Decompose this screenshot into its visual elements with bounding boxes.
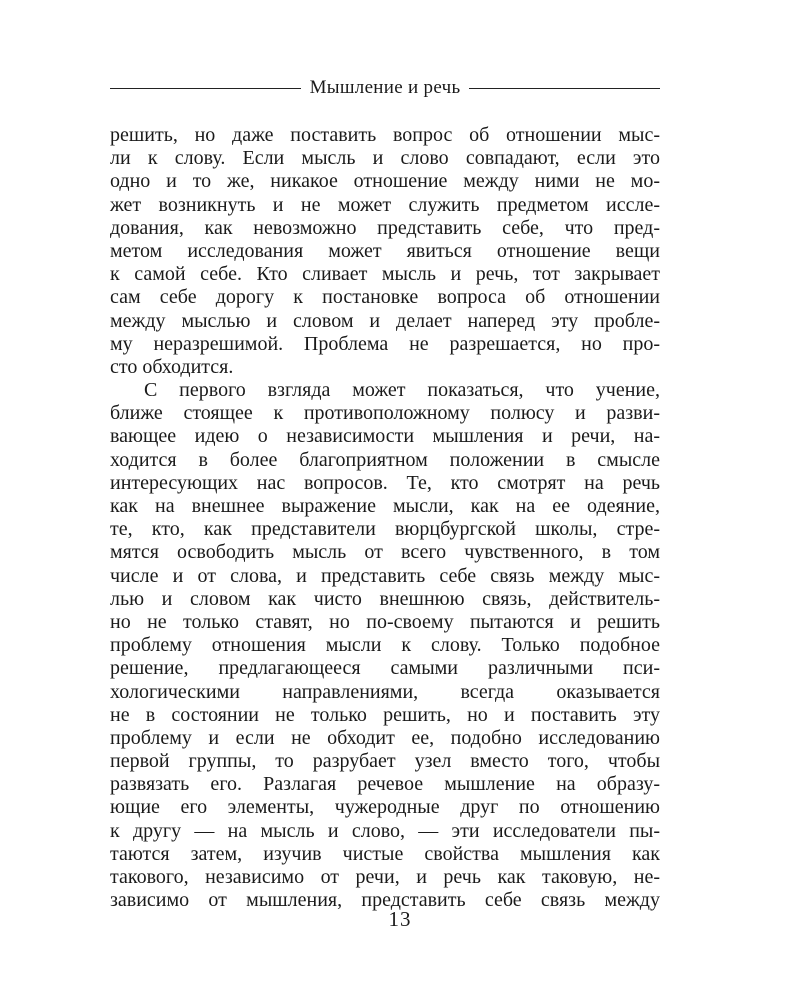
text-line: сам себе дорогу к постановке вопроса об отношении	[110, 286, 660, 309]
text-line: ближе стоящее к противоположному полюсу и разви-	[110, 402, 660, 425]
text-line: дования, как невозможно представить себе, что пред-	[110, 216, 660, 239]
text-line: жет возникнуть и не может служить предметом иссле-	[110, 193, 660, 216]
header-rule-left	[110, 88, 301, 89]
text-line: ли к слову. Если мысль и слово совпадают, если это	[110, 147, 660, 170]
text-line: те, кто, как представители вюрцбургской школы, стре-	[110, 518, 660, 541]
text-line: мятся освободить мысль от всего чувственного, в том	[110, 541, 660, 564]
text-line: проблему отношения мысли к слову. Только подобное	[110, 634, 660, 657]
text-line: не в состоянии не только решить, но и поставить эту	[110, 703, 660, 726]
text-line: как на внешнее выражение мысли, как на ее одеяние,	[110, 495, 660, 517]
text-line: к самой себе. Кто сливает мысль и речь, тот закрывает	[110, 263, 660, 286]
text-line: решить, но даже поставить вопрос об отношении мыс-	[110, 124, 660, 146]
running-header	[110, 76, 660, 100]
text-line: интересующих нас вопросов. Те, кто смотрят на речь	[110, 471, 660, 494]
text-line: одно и то же, никакое отношение между ними не мо-	[110, 170, 660, 193]
text-line: му неразрешимой. Проблема не разрешается, но про-	[110, 332, 660, 355]
header-rule-right	[469, 88, 660, 89]
text-line: решение, предлагающееся самыми различными пси-	[110, 657, 660, 680]
text-line: между мыслью и словом и делает наперед эту пробле-	[110, 309, 660, 332]
text-line: зависимо от мышления, представить себе связь между	[110, 889, 660, 912]
paragraph-end-line: сто обходится.	[110, 355, 234, 378]
text-line: метом исследования может явиться отношение вещи	[110, 239, 660, 262]
text-line: вающее идею о независимости мышления и речи, на-	[110, 425, 660, 448]
text-line: первой группы, то разрубает узел вместо того, чтобы	[110, 750, 660, 773]
header-title: Мышление и речь	[309, 77, 461, 98]
page-number: 13	[388, 907, 412, 931]
body-text	[110, 124, 660, 912]
paragraph-first-line: С первого взгляда может показаться, что учение,	[144, 379, 660, 402]
text-line: развязать его. Разлагая речевое мышление на образу-	[110, 773, 660, 796]
text-line: проблему и если не обходит ее, подобно исследованию	[110, 726, 660, 749]
text-line: хологическими направлениями, всегда оказывается	[110, 680, 660, 703]
text-line: ходится в более благоприятном положении в смысле	[110, 448, 660, 471]
text-line: таются затем, изучив чистые свойства мышления как	[110, 842, 660, 865]
text-line: но не только ставят, но по-своему пытаются и решить	[110, 610, 660, 633]
text-line: числе и от слова, и представить себе связь между мыс-	[110, 564, 660, 587]
text-line: к другу — на мысль и слово, — эти исследователи пы-	[110, 819, 660, 842]
text-line: лью и словом как чисто внешнюю связь, действитель-	[110, 587, 660, 610]
text-line: такового, независимо от речи, и речь как таковую, не-	[110, 866, 660, 888]
text-line: ющие его элементы, чужеродные друг по отношению	[110, 796, 660, 819]
